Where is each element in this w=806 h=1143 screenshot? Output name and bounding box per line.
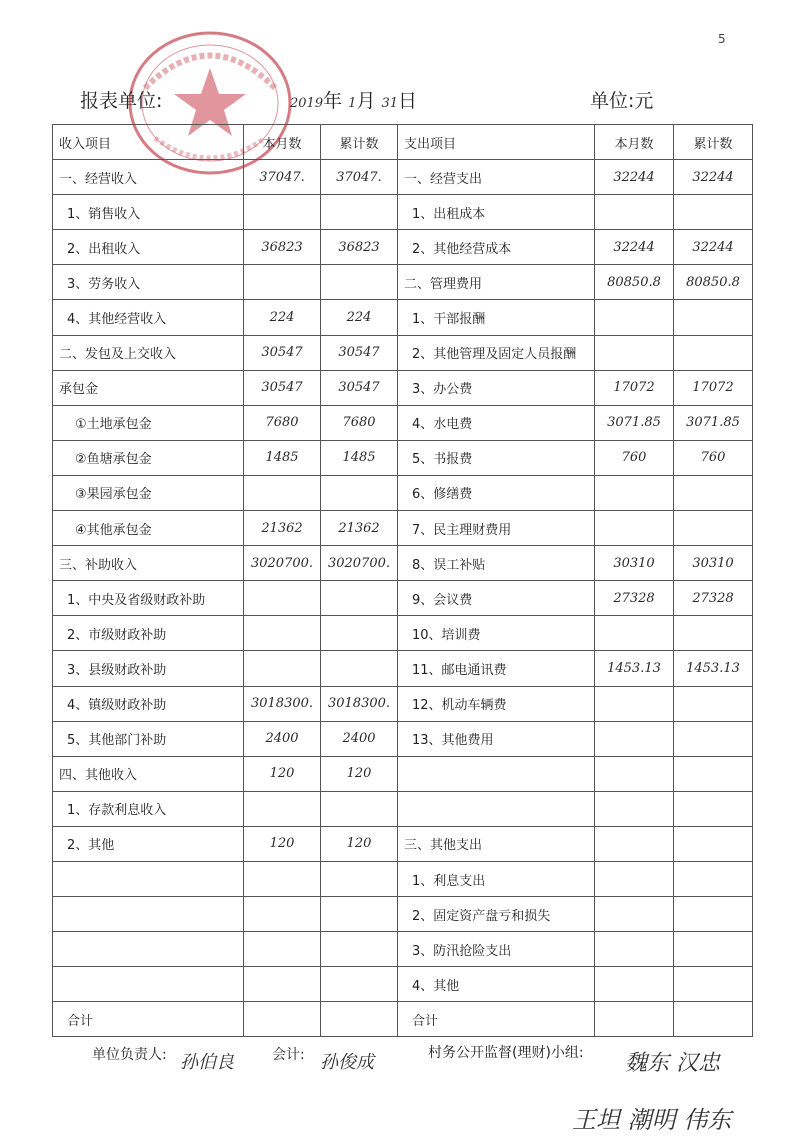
expense-month-value — [595, 195, 674, 230]
expense-item: 二、管理费用 — [398, 265, 595, 300]
table-row — [53, 265, 753, 300]
expense-month-value — [595, 861, 674, 896]
expense-cumulative-value: 32244 — [674, 160, 753, 195]
expense-month-value — [595, 335, 674, 370]
table-row — [53, 897, 753, 932]
table-row — [53, 160, 753, 195]
income-item: 5、其他部门补助 — [53, 721, 244, 756]
income-total-label: 合计 — [53, 1002, 244, 1037]
expense-cumulative-value: 30310 — [674, 546, 753, 581]
income-expense-table — [52, 124, 753, 1037]
currency-unit-label: 单位:元 — [590, 90, 654, 112]
table-row — [53, 300, 753, 335]
expense-item: 2、固定资产盘亏和损失 — [398, 897, 595, 932]
income-month-value — [244, 791, 321, 826]
expense-cumulative-value — [674, 967, 753, 1002]
expense-month-value — [595, 616, 674, 651]
income-cumulative-value — [321, 932, 398, 967]
expense-cumulative-value: 760 — [674, 440, 753, 475]
expense-item: 2、其他经营成本 — [398, 230, 595, 265]
income-item: 3、劳务收入 — [53, 265, 244, 300]
expense-month-total — [595, 1002, 674, 1037]
income-cumulative-value: 30547 — [321, 335, 398, 370]
table-row — [53, 826, 753, 861]
income-cumulative-value: 1485 — [321, 440, 398, 475]
income-item — [53, 967, 244, 1002]
table-row — [53, 721, 753, 756]
expense-item — [398, 791, 595, 826]
signature-footer — [0, 1040, 806, 1140]
expense-item: 2、其他管理及固定人员报酬 — [398, 335, 595, 370]
report-unit-label: 报表单位: — [80, 90, 163, 112]
expense-cumulative-value — [674, 897, 753, 932]
expense-cumulative-value: 1453.13 — [674, 651, 753, 686]
expense-month-value — [595, 721, 674, 756]
expense-month-value — [595, 967, 674, 1002]
income-cumulative-value — [321, 265, 398, 300]
income-item — [53, 932, 244, 967]
income-month-value — [244, 651, 321, 686]
table-row — [53, 195, 753, 230]
income-item: 2、市级财政补助 — [53, 616, 244, 651]
expense-item: 一、经营支出 — [398, 160, 595, 195]
expense-item: 10、培训费 — [398, 616, 595, 651]
income-cumulative-value: 3020700. — [321, 546, 398, 581]
table-row — [53, 932, 753, 967]
income-cumulative-value — [321, 616, 398, 651]
income-item: 2、其他 — [53, 826, 244, 861]
income-month-value: 2400 — [244, 721, 321, 756]
income-month-value — [244, 897, 321, 932]
expense-month-value: 32244 — [595, 230, 674, 265]
expense-cumulative-value: 3071.85 — [674, 405, 753, 440]
income-cumulative-value — [321, 897, 398, 932]
income-month-value: 21362 — [244, 511, 321, 546]
expense-item: 5、书报费 — [398, 440, 595, 475]
income-month-value: 1485 — [244, 440, 321, 475]
expense-cumulative-value — [674, 861, 753, 896]
expense-item: 7、民主理财费用 — [398, 511, 595, 546]
expense-cumulative-value — [674, 791, 753, 826]
table-row — [53, 230, 753, 265]
expense-month-value: 30310 — [595, 546, 674, 581]
income-month-value: 224 — [244, 300, 321, 335]
income-item: 3、县级财政补助 — [53, 651, 244, 686]
income-month-value: 120 — [244, 826, 321, 861]
income-cumulative-value: 37047. — [321, 160, 398, 195]
expense-item: 3、办公费 — [398, 370, 595, 405]
expense-month-value — [595, 897, 674, 932]
supervision-signature-2: 王坦 潮明 伟东 — [572, 1106, 732, 1134]
income-item: ①土地承包金 — [53, 405, 244, 440]
expense-cumulative-total — [674, 1002, 753, 1037]
income-item: 4、镇级财政补助 — [53, 686, 244, 721]
table-row — [53, 581, 753, 616]
income-item: ④其他承包金 — [53, 511, 244, 546]
date-month: 1 — [348, 96, 357, 111]
income-item: 三、补助收入 — [53, 546, 244, 581]
expense-month-value: 1453.13 — [595, 651, 674, 686]
income-month-value: 36823 — [244, 230, 321, 265]
income-item: 四、其他收入 — [53, 756, 244, 791]
expense-month-value — [595, 300, 674, 335]
supervision-group-label: 村务公开监督(理财)小组: — [428, 1045, 584, 1061]
expense-item: 8、误工补贴 — [398, 546, 595, 581]
income-item: 一、经营收入 — [53, 160, 244, 195]
expense-total-label: 合计 — [398, 1002, 595, 1037]
income-month-value: 30547 — [244, 370, 321, 405]
income-cumulative-value — [321, 195, 398, 230]
date-day-suffix: 日 — [398, 90, 418, 112]
table-row — [53, 791, 753, 826]
expense-item: 1、利息支出 — [398, 861, 595, 896]
expense-item: 4、水电费 — [398, 405, 595, 440]
table-row — [53, 967, 753, 1002]
header-income-cumulative: 累计数 — [321, 125, 398, 160]
unit-head-label: 单位负责人: — [92, 1047, 167, 1063]
date-month-suffix: 月 — [356, 90, 376, 112]
expense-item — [398, 756, 595, 791]
table-row — [53, 475, 753, 510]
unit-head-signature: 孙伯良 — [180, 1052, 234, 1073]
income-cumulative-value: 3018300. — [321, 686, 398, 721]
income-cumulative-value — [321, 651, 398, 686]
expense-cumulative-value — [674, 826, 753, 861]
page-number: 5 — [718, 32, 726, 46]
expense-cumulative-value — [674, 932, 753, 967]
expense-cumulative-value — [674, 511, 753, 546]
report-header — [80, 86, 700, 116]
table-header-row — [53, 125, 753, 160]
date-year: 2019 — [290, 96, 324, 111]
income-month-value — [244, 861, 321, 896]
expense-item: 1、出租成本 — [398, 195, 595, 230]
expense-item: 三、其他支出 — [398, 826, 595, 861]
income-cumulative-value: 120 — [321, 756, 398, 791]
expense-cumulative-value — [674, 721, 753, 756]
expense-cumulative-value — [674, 475, 753, 510]
table-row — [53, 756, 753, 791]
income-item — [53, 897, 244, 932]
table-row — [53, 370, 753, 405]
expense-item: 1、干部报酬 — [398, 300, 595, 335]
income-month-value — [244, 616, 321, 651]
income-month-value — [244, 932, 321, 967]
income-month-value: 120 — [244, 756, 321, 791]
expense-month-value: 3071.85 — [595, 405, 674, 440]
income-item: 1、中央及省级财政补助 — [53, 581, 244, 616]
income-cumulative-value — [321, 861, 398, 896]
header-expense-month: 本月数 — [595, 125, 674, 160]
income-month-value: 3020700. — [244, 546, 321, 581]
expense-item: 6、修缮费 — [398, 475, 595, 510]
expense-cumulative-value: 80850.8 — [674, 265, 753, 300]
expense-month-value — [595, 686, 674, 721]
table-row — [53, 511, 753, 546]
expense-item: 11、邮电通讯费 — [398, 651, 595, 686]
income-month-value — [244, 581, 321, 616]
income-item — [53, 861, 244, 896]
income-item: ②鱼塘承包金 — [53, 440, 244, 475]
income-cumulative-total — [321, 1002, 398, 1037]
income-cumulative-value — [321, 967, 398, 1002]
expense-cumulative-value — [674, 756, 753, 791]
table-row — [53, 616, 753, 651]
report-date — [290, 86, 417, 113]
header-expense-item: 支出项目 — [398, 125, 595, 160]
accountant-label: 会计: — [272, 1047, 305, 1063]
income-cumulative-value: 36823 — [321, 230, 398, 265]
income-item: 1、存款利息收入 — [53, 791, 244, 826]
income-item: 1、销售收入 — [53, 195, 244, 230]
expense-cumulative-value: 27328 — [674, 581, 753, 616]
expense-cumulative-value — [674, 616, 753, 651]
income-cumulative-value: 2400 — [321, 721, 398, 756]
expense-cumulative-value — [674, 335, 753, 370]
expense-month-value — [595, 475, 674, 510]
expense-item: 3、防汛抢险支出 — [398, 932, 595, 967]
expense-month-value — [595, 791, 674, 826]
table-row — [53, 861, 753, 896]
table-row — [53, 686, 753, 721]
table-total-row — [53, 1002, 753, 1037]
table-row — [53, 440, 753, 475]
income-cumulative-value — [321, 581, 398, 616]
expense-month-value — [595, 932, 674, 967]
expense-month-value: 32244 — [595, 160, 674, 195]
income-cumulative-value: 21362 — [321, 511, 398, 546]
expense-month-value: 27328 — [595, 581, 674, 616]
income-cumulative-value: 120 — [321, 826, 398, 861]
expense-item: 12、机动车辆费 — [398, 686, 595, 721]
expense-item: 13、其他费用 — [398, 721, 595, 756]
income-month-total — [244, 1002, 321, 1037]
expense-month-value: 760 — [595, 440, 674, 475]
expense-month-value — [595, 756, 674, 791]
table-row — [53, 405, 753, 440]
expense-cumulative-value: 17072 — [674, 370, 753, 405]
expense-cumulative-value — [674, 686, 753, 721]
header-income-month: 本月数 — [244, 125, 321, 160]
date-year-suffix: 年 — [323, 90, 343, 112]
income-month-value — [244, 475, 321, 510]
income-item: 2、出租收入 — [53, 230, 244, 265]
accountant-signature: 孙俊成 — [320, 1052, 374, 1073]
income-item: 4、其他经营收入 — [53, 300, 244, 335]
income-item: ③果园承包金 — [53, 475, 244, 510]
income-item: 二、发包及上交收入 — [53, 335, 244, 370]
income-month-value: 30547 — [244, 335, 321, 370]
expense-cumulative-value — [674, 195, 753, 230]
income-month-value — [244, 967, 321, 1002]
income-month-value — [244, 265, 321, 300]
expense-month-value — [595, 511, 674, 546]
header-expense-cumulative: 累计数 — [674, 125, 753, 160]
table-row — [53, 546, 753, 581]
table-row — [53, 651, 753, 686]
expense-item: 4、其他 — [398, 967, 595, 1002]
expense-cumulative-value — [674, 300, 753, 335]
income-month-value: 37047. — [244, 160, 321, 195]
expense-cumulative-value: 32244 — [674, 230, 753, 265]
income-cumulative-value: 30547 — [321, 370, 398, 405]
table-row — [53, 335, 753, 370]
expense-item: 9、会议费 — [398, 581, 595, 616]
income-month-value — [244, 195, 321, 230]
income-item: 承包金 — [53, 370, 244, 405]
header-income-item: 收入项目 — [53, 125, 244, 160]
expense-month-value: 80850.8 — [595, 265, 674, 300]
income-cumulative-value: 7680 — [321, 405, 398, 440]
expense-month-value: 17072 — [595, 370, 674, 405]
expense-month-value — [595, 826, 674, 861]
date-day: 31 — [381, 96, 399, 111]
income-month-value: 7680 — [244, 405, 321, 440]
income-cumulative-value — [321, 475, 398, 510]
income-cumulative-value — [321, 791, 398, 826]
supervision-signature-1: 魏东 汉忠 — [625, 1051, 720, 1076]
income-cumulative-value: 224 — [321, 300, 398, 335]
income-month-value: 3018300. — [244, 686, 321, 721]
